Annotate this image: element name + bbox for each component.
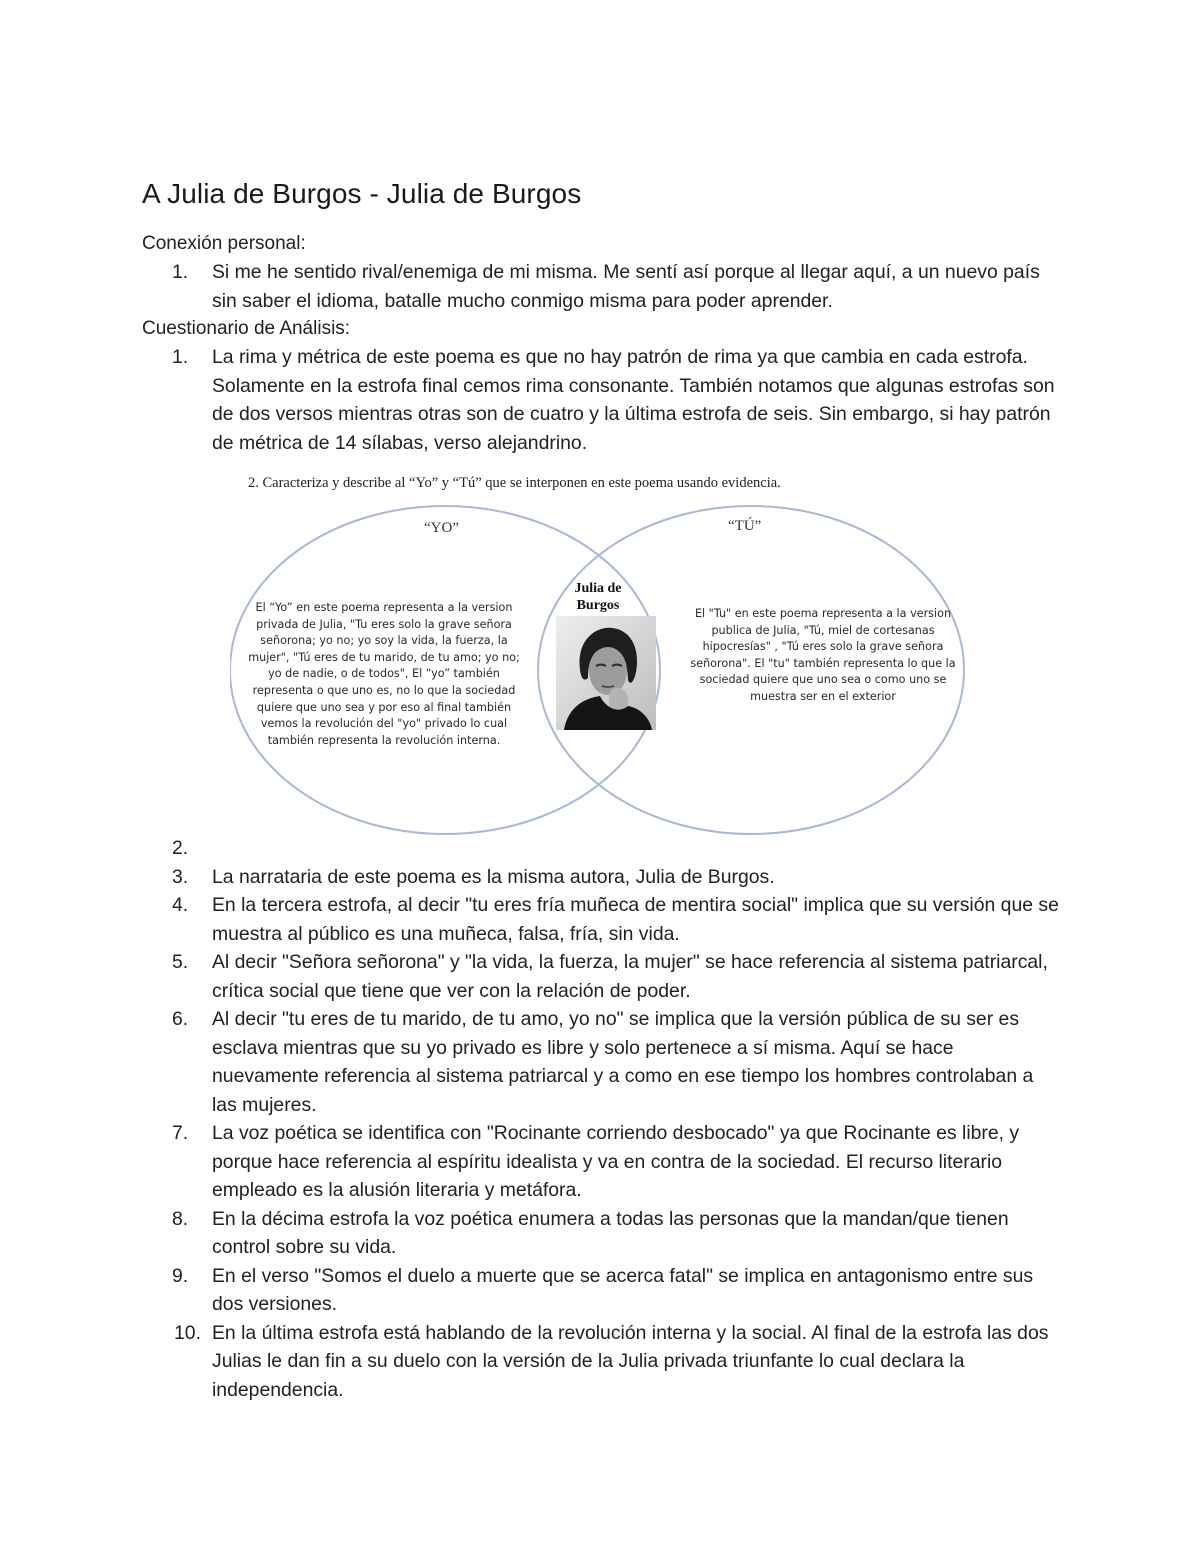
list-item xyxy=(0,258,1200,315)
list-item-text: Al decir "tu eres de tu marido, de tu amo, yo no" se implica que la versión pública de su ser es esclava mientras que su yo privado es libre y solo pertenece a sí misma. Aquí se hace nuevamente referencia al sistema patriarcal y a como en ese tiempo los hombres controlaban a las mujeres. xyxy=(212,1008,1034,1116)
list-item xyxy=(0,891,1200,948)
list-item-text: La rima y métrica de este poema es que no hay patrón de rima ya que cambia en cada estrofa. Solamente en la estrofa final cemos rima consonante. También notamos que algunas estrofas son de dos versos mientras otras son de cuatro y la última estrofa de seis. Sin embargo, si hay patrón de métrica de 14 sílabas, verso alejandrino. xyxy=(212,346,1055,454)
list-item-text: En el verso "Somos el duelo a muerte que se acerca fatal" se implica en antagonismo entre sus dos versiones. xyxy=(212,1264,1034,1315)
list-item xyxy=(0,343,1200,457)
personal-connection-heading: Conexión personal: xyxy=(142,233,306,254)
list-item-text: En la última estrofa está hablando de la revolución interna y la social. Al final de la estrofa las dos Julias le dan fin a su duelo con la versión de la Julia privada triunfante lo cual declara la independencia. xyxy=(212,1321,1049,1401)
list-item xyxy=(0,834,1200,863)
list-item xyxy=(0,1319,1200,1405)
list-item-number: 3. xyxy=(172,865,189,888)
list-item xyxy=(0,1005,1200,1119)
yo-heading: “YO” xyxy=(424,520,459,536)
list-item xyxy=(0,948,1200,1005)
figure-caption: 2. Caracteriza y describe al “Yo” y “Tú” que se interponen en este poema usando evidencia. xyxy=(248,475,781,491)
list-item-text: La narrataria de este poema es la misma autora, Julia de Burgos. xyxy=(212,865,775,888)
tu-description-text: El "Tu" en este poema representa a la version publica de Julia, "Tú, miel de cortesanas hipocresías" , "Tú eres solo la grave señora señorona". El "tu" también representa lo que la sociedad quiere que uno sea o como uno se muestra ser en el exterior xyxy=(690,607,956,703)
list-item-text: En la tercera estrofa, al decir "tu eres fría muñeca de mentira social" implica que su versión que se muestra al público es una muñeca, falsa, fría, sin vida. xyxy=(212,894,1059,945)
venn-diagram-figure xyxy=(230,462,990,842)
analysis-list-part1 xyxy=(0,343,1200,457)
analysis-list-part2 xyxy=(0,834,1200,1404)
list-item-number: 8. xyxy=(172,1207,189,1230)
list-item xyxy=(0,863,1200,892)
yo-description-text: El “Yo” en este poema representa a la version privada de Julia, "Tu eres solo la grave señora señorona; yo no; yo soy la vida, la fuerza, la mujer", "Tú eres de tu marido, de tu amo; yo no; yo de nadie, o de todos", El “yo” también representa o que uno es, no lo que la sociedad quiere que uno sea y por eso al final también vemos la revolución del "yo" privado lo cual también representa la revolución interna. xyxy=(248,601,520,747)
tu-heading: “TÚ” xyxy=(728,518,762,534)
author-portrait-image xyxy=(556,616,656,730)
list-item-number: 9. xyxy=(172,1264,189,1287)
list-item-text: Al decir "Señora señorona" y "la vida, la fuerza, la mujer" se hace referencia al sistema patriarcal, crítica social que tiene que ver con la relación de poder. xyxy=(212,951,1048,1002)
list-item xyxy=(0,1119,1200,1205)
center-name-label: Julia de Burgos xyxy=(574,581,622,613)
list-item-number: 7. xyxy=(172,1122,189,1144)
document-title: A Julia de Burgos - Julia de Burgos xyxy=(142,178,582,209)
list-item-number: 1. xyxy=(172,346,189,368)
list-item-number: 10. xyxy=(174,1321,201,1344)
list-item-number: 6. xyxy=(172,1008,189,1030)
list-item-number: 1. xyxy=(172,261,189,283)
list-item-text xyxy=(212,834,1062,863)
list-item xyxy=(0,1262,1200,1319)
list-item-text: En la décima estrofa la voz poética enumera a todas las personas que la mandan/que tienen control sobre su vida. xyxy=(212,1207,1009,1258)
list-item-number: 4. xyxy=(172,894,189,916)
personal-connection-list xyxy=(0,258,1200,315)
list-item-number: 5. xyxy=(172,951,189,973)
list-item xyxy=(0,1205,1200,1262)
list-item-text: Si me he sentido rival/enemiga de mi misma. Me sentí así porque al llegar aquí, a un nuevo país sin saber el idioma, batalle mucho conmigo misma para poder aprender. xyxy=(212,261,1040,312)
list-item-text: La voz poética se identifica con "Rocinante corriendo desbocado" ya que Rocinante es libre, y porque hace referencia al espíritu idealista y va en contra de la sociedad. El recurso literario empleado es la alusión literaria y metáfora. xyxy=(212,1122,1020,1201)
list-item-number: 2. xyxy=(172,837,189,859)
analysis-questionnaire-heading: Cuestionario de Análisis: xyxy=(142,318,351,339)
